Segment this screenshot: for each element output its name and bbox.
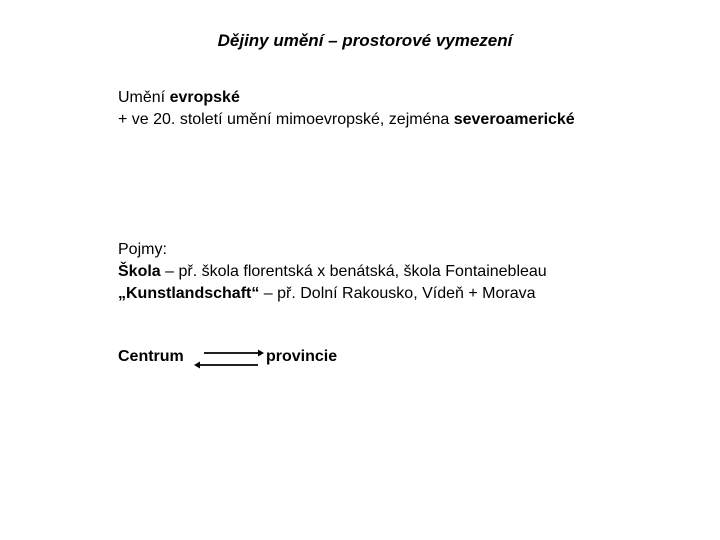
relation-left-term: Centrum (118, 348, 184, 365)
scope-line-north-american-bold: severoamerické (453, 111, 575, 128)
scope-section (118, 87, 575, 131)
relation-right-term: provincie (266, 348, 338, 365)
scope-line-european (118, 87, 575, 109)
terms-heading: Pojmy: (118, 241, 167, 258)
scope-line-north-american (118, 109, 575, 131)
scope-line-european-bold: evropské (169, 89, 240, 106)
scope-line-european-prefix: Umění (118, 89, 170, 106)
terms-section (118, 239, 547, 305)
center-province-relation (118, 346, 378, 372)
bidirectional-arrow-icon (194, 346, 264, 372)
term-school-rest: – př. škola florentská x benátská, škola Fontainebleau (160, 263, 547, 280)
term-school-bold: Škola (118, 263, 161, 280)
scope-line-north-american-prefix: + ve 20. století umění mimoevropské, zejména (118, 111, 454, 128)
term-kunstlandschaft-rest: – př. Dolní Rakousko, Vídeň + Morava (259, 285, 536, 302)
term-kunstlandschaft (118, 283, 547, 305)
term-school (118, 261, 547, 283)
term-kunstlandschaft-bold: „Kunstlandschaft“ (118, 285, 260, 302)
slide-title: Dějiny umění – prostorové vymezení (217, 31, 513, 50)
